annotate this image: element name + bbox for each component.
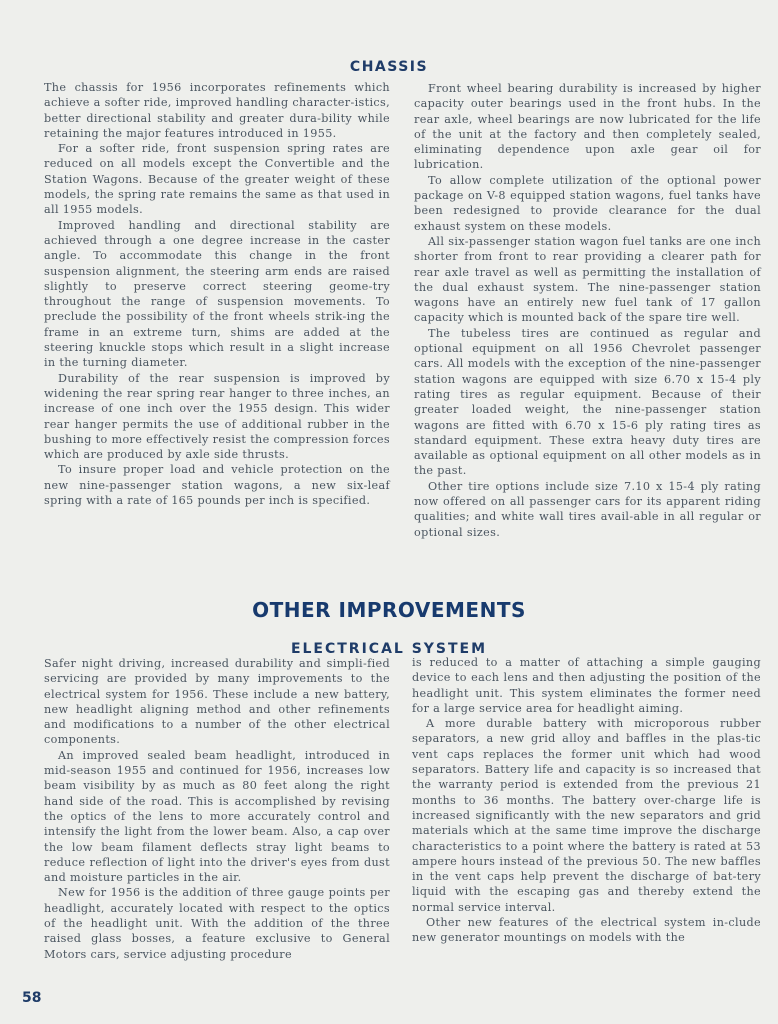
chassis-left-column bbox=[44, 80, 390, 508]
paragraph: New for 1956 is the addition of three gauge points per headlight, accurately located with respect to the optics of the headlight unit. With the addition of the three raised glass bosses, a feature exclusive to General Motors cars, service adjusting procedure bbox=[44, 886, 390, 961]
paragraph: A more durable battery with microporous rubber separators, a new grid alloy and baffles in the plas-tic vent caps replaces the former unit which had wood separators. Battery life and capacity is so increased that the warranty period is extended from the previous 21 months to 36 months. The battery over-charge life is increased significantly with the new separators and grid materials which at the same time improve the discharge characteristics to a point where the battery is rated at 53 ampere hours instead of the previous 50. The new baffles in the vent caps help prevent the discharge of bat-tery liquid with the escaping gas and thereby extend the normal service interval. bbox=[412, 717, 761, 914]
paragraph: An improved sealed beam headlight, introduced in mid-season 1955 and continued for 1956, increases low beam visibility by as much as 80 feet along the right hand side of the road. This is accomplished by revising the optics of the lens to more accurately control and intensify the light from the lower beam. Also, a cap over the low beam filament deflects stray light beams to reduce reflection of light into the driver's eyes from dust and moisture particles in the air. bbox=[44, 748, 390, 885]
paragraph: Front wheel bearing durability is increased by higher capacity outer bearings used in the front hubs. In the rear axle, wheel bearings are now lubricated for the life of the unit at the factory and then completely sealed, eliminating dependence upon axle gear oil for lubrication. bbox=[414, 82, 761, 172]
paragraph: The chassis for 1956 incorporates refinements which achieve a softer ride, improved handling character-istics, better directional stability and greater dura-bility while retaining the major features introduced in 1955. bbox=[44, 81, 390, 140]
paragraph: Improved handling and directional stability are achieved through a one degree increase in the caster angle. To accommodate this change in the front suspension alignment, the steering arm ends are raised slightly to preserve correct steering geome-try throughout the range of suspension movements. To preclude the possibility of the front wheels strik-ing the frame in an extreme turn, shims are added at the steering knuckle stops which result in a slight increase in the turning diameter. bbox=[44, 218, 390, 370]
paragraph: Other tire options include size 7.10 x 15-4 ply rating now offered on all passenger cars for its apparent riding qualities; and white wall tires avail-able in all regular or optional sizes. bbox=[414, 479, 761, 539]
paragraph: The tubeless tires are continued as regular and optional equipment on all 1956 Chevrolet passenger cars. All models with the exception of the nine-passenger station wagons are equipped with size 6.70 x 15-4 ply rating tires as regular equipment. Because of their greater loaded weight, the nine-passenger station wagons are fitted with 6.70 x 15-6 ply rating tires as standard equipment. These extra heavy duty tires are available as optional equipment on all other models as in the past. bbox=[414, 326, 761, 478]
other-improvements-heading: OTHER IMPROVEMENTS bbox=[252, 598, 526, 623]
paragraph: To allow complete utilization of the optional power package on V-8 equipped station wagons, fuel tanks have been redesigned to provide clearance for the dual exhaust system on these models. bbox=[414, 173, 761, 233]
chassis-right-column bbox=[414, 81, 761, 540]
paragraph: Other new features of the electrical system in-clude new generator mountings on models with the bbox=[412, 916, 761, 945]
paragraph: is reduced to a matter of attaching a simple gauging device to each lens and then adjusting the position of the headlight unit. This system eliminates the former need for a large service area for headlight aiming. bbox=[412, 656, 761, 715]
paragraph: Safer night driving, increased durability and simpli-fied servicing are provided by many improvements to the electrical system for 1956. These include a new battery, new headlight aligning method and other refinements and modifications to a number of the other electrical components. bbox=[44, 657, 390, 747]
electrical-right-column bbox=[412, 655, 761, 946]
paragraph: For a softer ride, front suspension spring rates are reduced on all models except the Convertible and the Station Wagons. Because of the greater weight of these models, the spring rate remains the same as that used in all 1955 models. bbox=[44, 142, 390, 217]
chassis-heading: CHASSIS bbox=[349, 58, 429, 75]
page-number: 58 bbox=[22, 990, 42, 1006]
paragraph: To insure proper load and vehicle protection on the new nine-passenger station wagons, a new six-leaf spring with a rate of 165 pounds per inch is specified. bbox=[44, 463, 390, 508]
paragraph: All six-passenger station wagon fuel tanks are one inch shorter from front to rear providing a clearer path for rear axle travel as well as permitting the installation of the dual exhaust system. The nine-passenger station wagons have an entirely new fuel tank of 17 gallon capacity which is mounted back of the spare tire well. bbox=[414, 234, 761, 325]
paragraph: Durability of the rear suspension is improved by widening the rear spring rear hanger to three inches, an increase of one inch over the 1955 design. This wider rear hanger permits the use of additional rubber in the bushing to more effectively resist the compression forces which are produced by axle side thrusts. bbox=[44, 371, 390, 462]
electrical-system-heading: ELECTRICAL SYSTEM bbox=[290, 641, 488, 657]
electrical-left-column bbox=[44, 656, 390, 962]
